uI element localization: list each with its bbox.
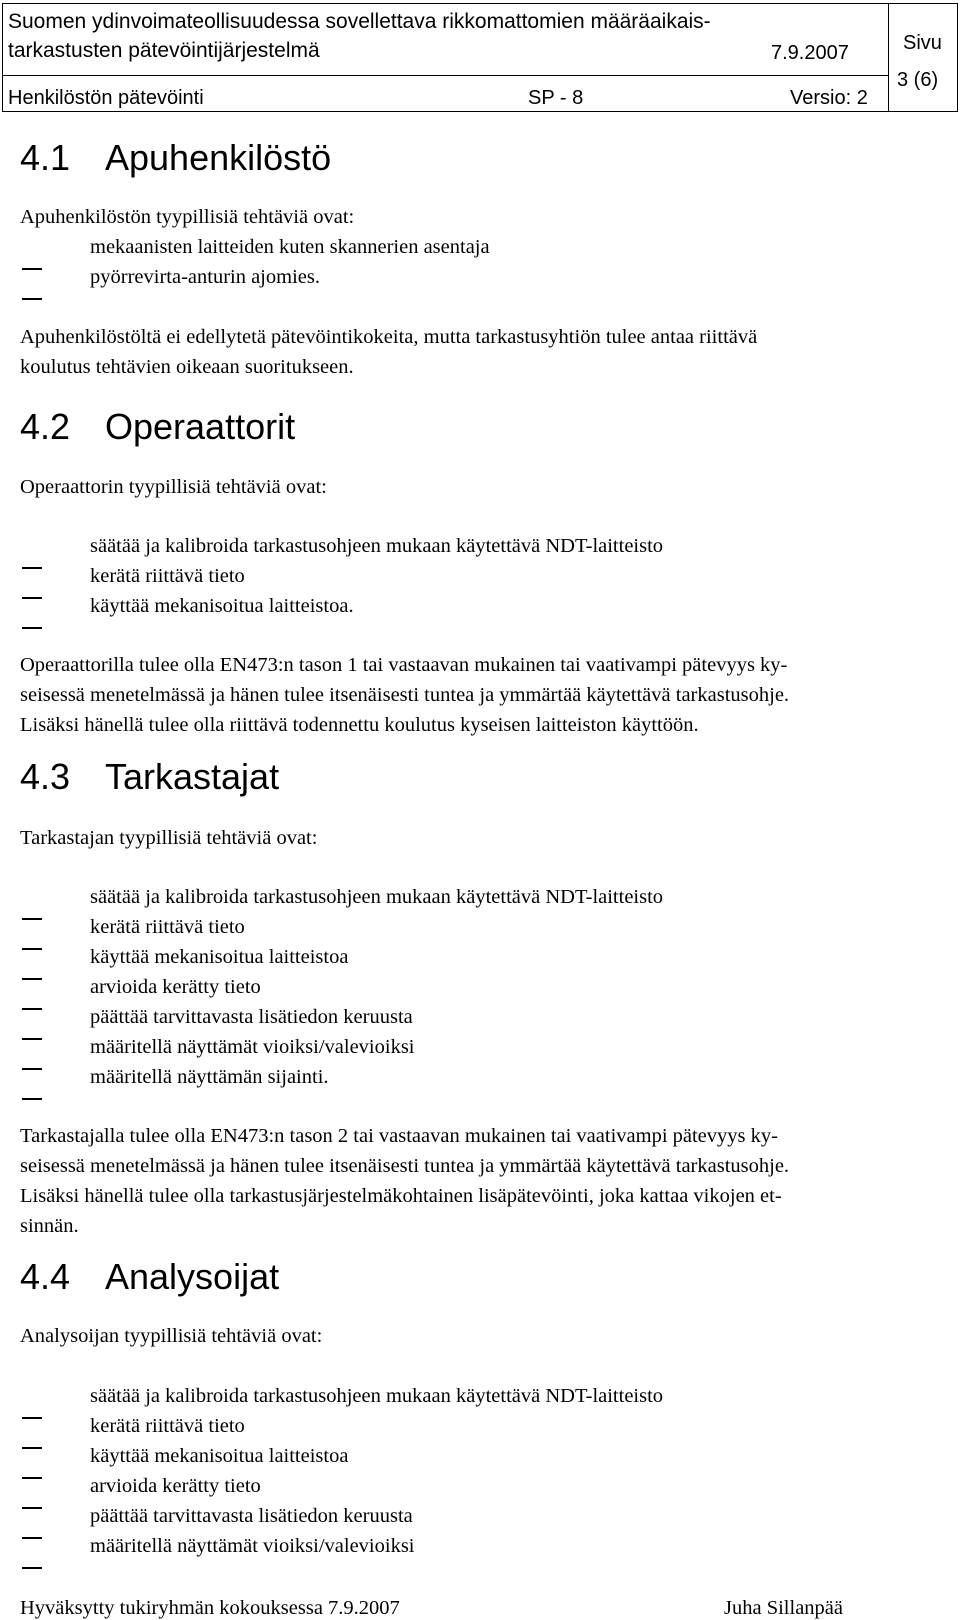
list-item bbox=[20, 1381, 663, 1411]
section-number: 4.2 bbox=[20, 406, 71, 447]
section-heading bbox=[20, 1255, 279, 1299]
footer-approval: Hyväksytty tukiryhmän kokouksessa 7.9.2007 bbox=[20, 1597, 400, 1619]
list-item bbox=[20, 531, 663, 561]
header-doc-section: Henkilöstön pätevöinti bbox=[8, 87, 204, 109]
header-page-number: 3 (6) bbox=[897, 69, 939, 91]
paragraph-line: koulutus tehtävien oikeaan suoritukseen. bbox=[20, 356, 354, 378]
list-item-text: määritellä näyttämän sijainti. bbox=[90, 1066, 329, 1088]
list-item bbox=[20, 882, 663, 912]
list-item bbox=[20, 1441, 348, 1471]
paragraph-line: seisessä menetelmässä ja hänen tulee itsenäisesti tuntea ja ymmärtää käytettävä tarkastusohje. bbox=[20, 1155, 790, 1177]
section-number: 4.3 bbox=[20, 756, 71, 797]
list-item bbox=[20, 1062, 329, 1092]
list-item-text: arvioida kerätty tieto bbox=[90, 976, 261, 998]
list-item-text: käyttää mekanisoitua laitteistoa bbox=[90, 1445, 349, 1467]
list-item bbox=[20, 591, 354, 621]
paragraph-line: Tarkastajalla tulee olla EN473:n tason 2 tai vastaavan mukainen tai vaativampi pätevyys ky- bbox=[20, 1125, 778, 1147]
section-heading bbox=[20, 755, 279, 799]
list-item bbox=[20, 262, 320, 292]
list-item-text: mekaanisten laitteiden kuten skannerien asentaja bbox=[90, 236, 490, 258]
header-version: Versio: 2 bbox=[790, 87, 868, 109]
section-number: 4.1 bbox=[20, 137, 71, 178]
list-item-text: päättää tarvittavasta lisätiedon keruusta bbox=[90, 1505, 413, 1527]
list-item-text: määritellä näyttämät vioiksi/valevioiksi bbox=[90, 1036, 415, 1058]
header-title-line2: tarkastusten pätevöintijärjestelmä bbox=[8, 39, 320, 62]
section-title: Operaattorit bbox=[105, 406, 296, 447]
list-item bbox=[20, 1411, 245, 1441]
section-title: Analysoijat bbox=[105, 1256, 280, 1297]
list-item bbox=[20, 972, 261, 1002]
list-item bbox=[20, 1471, 261, 1501]
list-item-text: käyttää mekanisoitua laitteistoa bbox=[90, 946, 349, 968]
list-item-text: käyttää mekanisoitua laitteistoa. bbox=[90, 595, 354, 617]
header-page-label: Sivu bbox=[903, 32, 942, 54]
header-date: 7.9.2007 bbox=[771, 42, 849, 64]
section-number: 4.4 bbox=[20, 1256, 71, 1297]
list-item bbox=[20, 912, 245, 942]
section-heading bbox=[20, 405, 295, 449]
list-item bbox=[20, 561, 245, 591]
list-item bbox=[20, 1531, 415, 1561]
section-title: Apuhenkilöstö bbox=[105, 137, 332, 178]
paragraph-line: Apuhenkilöstöltä ei edellytetä pätevöintikokeita, mutta tarkastusyhtiön tulee antaa riittävä bbox=[20, 326, 758, 348]
paragraph-line: Lisäksi hänellä tulee olla riittävä todennettu koulutus kyseisen laitteiston käyttöön. bbox=[20, 714, 699, 736]
list-item bbox=[20, 1501, 413, 1531]
list-item bbox=[20, 232, 490, 262]
header-divider-horizontal bbox=[3, 75, 888, 76]
list-item-text: säätää ja kalibroida tarkastusohjeen mukaan käytettävä NDT-laitteisto bbox=[90, 535, 664, 557]
list-item-text: kerätä riittävä tieto bbox=[90, 1415, 245, 1437]
list-item bbox=[20, 1032, 415, 1062]
paragraph-line: sinnän. bbox=[20, 1215, 79, 1237]
list-item-text: säätää ja kalibroida tarkastusohjeen mukaan käytettävä NDT-laitteisto bbox=[90, 1385, 664, 1407]
header-divider-vertical bbox=[888, 4, 889, 111]
paragraph-line: Lisäksi hänellä tulee olla tarkastusjärjestelmäkohtainen lisäpätevöinti, joka kattaa vikojen et- bbox=[20, 1185, 782, 1207]
list-item-text: päättää tarvittavasta lisätiedon keruusta bbox=[90, 1006, 413, 1028]
section-title: Tarkastajat bbox=[105, 756, 280, 797]
paragraph-line: Operaattorilla tulee olla EN473:n tason 1 tai vastaavan mukainen tai vaativampi pätevyys ky- bbox=[20, 654, 788, 676]
footer-author: Juha Sillanpää bbox=[724, 1597, 843, 1619]
document-header bbox=[2, 3, 958, 112]
section-intro: Tarkastajan tyypillisiä tehtäviä ovat: bbox=[20, 827, 318, 849]
list-item-text: pyörrevirta-anturin ajomies. bbox=[90, 266, 320, 288]
list-item-text: säätää ja kalibroida tarkastusohjeen mukaan käytettävä NDT-laitteisto bbox=[90, 886, 664, 908]
header-doc-id: SP - 8 bbox=[528, 87, 584, 109]
section-intro: Operaattorin tyypillisiä tehtäviä ovat: bbox=[20, 476, 327, 498]
list-item bbox=[20, 1002, 413, 1032]
paragraph-line: seisessä menetelmässä ja hänen tulee itsenäisesti tuntea ja ymmärtää käytettävä tarkastusohje. bbox=[20, 684, 790, 706]
section-intro: Analysoijan tyypillisiä tehtäviä ovat: bbox=[20, 1325, 323, 1347]
list-item bbox=[20, 942, 348, 972]
list-item-text: kerätä riittävä tieto bbox=[90, 916, 245, 938]
list-item-text: määritellä näyttämät vioiksi/valevioiksi bbox=[90, 1535, 415, 1557]
list-item-text: kerätä riittävä tieto bbox=[90, 565, 245, 587]
section-intro: Apuhenkilöstön tyypillisiä tehtäviä ovat: bbox=[20, 206, 355, 228]
header-title-line1: Suomen ydinvoimateollisuudessa sovellettava rikkomattomien määräaikais- bbox=[8, 10, 711, 33]
list-item-text: arvioida kerätty tieto bbox=[90, 1475, 261, 1497]
section-heading bbox=[20, 136, 331, 180]
